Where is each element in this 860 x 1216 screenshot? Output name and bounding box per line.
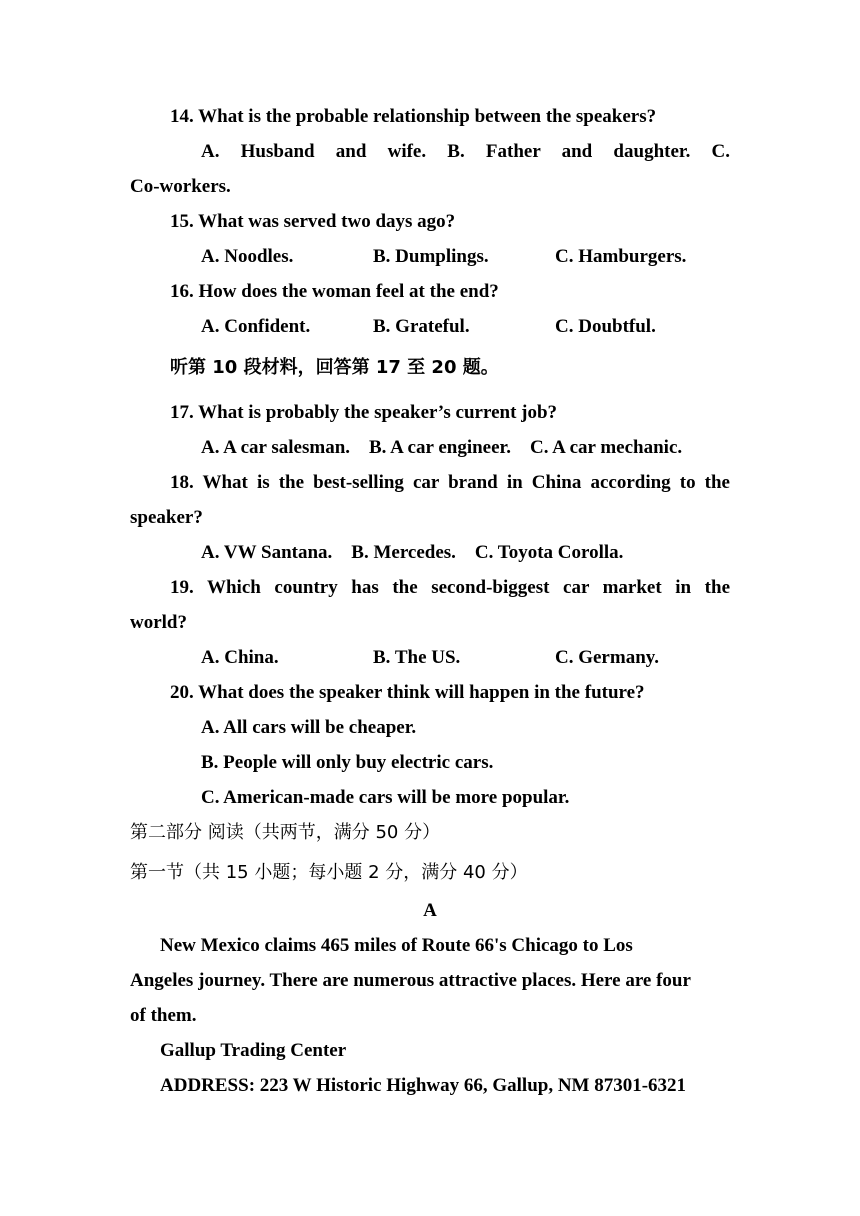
place-name: Gallup Trading Center [160,1040,347,1061]
question-18-options: A. VW Santana. B. Mercedes. C. Toyota Corolla. [201,542,624,563]
question-20-stem: 20. What does the speaker think will happen in the future? [170,682,645,703]
question-17-options: A. A car salesman. B. A car engineer. C. A car mechanic. [201,437,683,458]
question-18-stem-cont: speaker? [130,507,203,528]
question-19-option-a: A. China. [201,647,279,668]
passage-label: A [423,900,437,921]
question-19-option-c: C. Germany. [555,647,659,668]
question-16-stem: 16. How does the woman feel at the end? [170,281,499,302]
question-18-stem: 18. What is the best-selling car brand in China according to the [170,472,730,493]
question-14-stem: 14. What is the probable relationship between the speakers? [170,106,657,127]
passage-intro-line-3: of them. [130,1005,197,1026]
question-15-option-c: C. Hamburgers. [555,246,687,267]
question-14-options: A. Husband and wife. B. Father and daughter. C. [201,141,730,162]
question-15-option-b: B. Dumplings. [373,246,489,267]
question-16-option-c: C. Doubtful. [555,316,656,337]
question-20-option-b: B. People will only buy electric cars. [201,752,494,773]
question-19-stem-cont: world? [130,612,187,633]
question-15-stem: 15. What was served two days ago? [170,211,456,232]
question-16-option-a: A. Confident. [201,316,311,337]
part-two-heading: 第二部分 阅读（共两节，满分 50 分） [130,822,441,843]
question-20-option-a: A. All cars will be cheaper. [201,717,417,738]
question-17-stem: 17. What is probably the speaker’s current job? [170,402,558,423]
section-one-heading: 第一节（共 15 小题；每小题 2 分，满分 40 分） [130,862,528,883]
passage-intro-line-1: New Mexico claims 465 miles of Route 66's Chicago to Los [160,935,633,956]
place-address: ADDRESS: 223 W Historic Highway 66, Gallup, NM 87301-6321 [160,1075,687,1096]
question-14-options-cont: Co-workers. [130,176,231,197]
question-19-option-b: B. The US. [373,647,461,668]
question-15-option-a: A. Noodles. [201,246,294,267]
question-19-stem: 19. Which country has the second-biggest car market in the [170,577,730,598]
question-16-option-b: B. Grateful. [373,316,470,337]
section-instruction: 听第 10 段材料，回答第 17 至 20 题。 [170,357,499,378]
question-20-option-c: C. American-made cars will be more popular. [201,787,570,808]
passage-intro-line-2: Angeles journey. There are numerous attractive places. Here are four [130,970,691,991]
